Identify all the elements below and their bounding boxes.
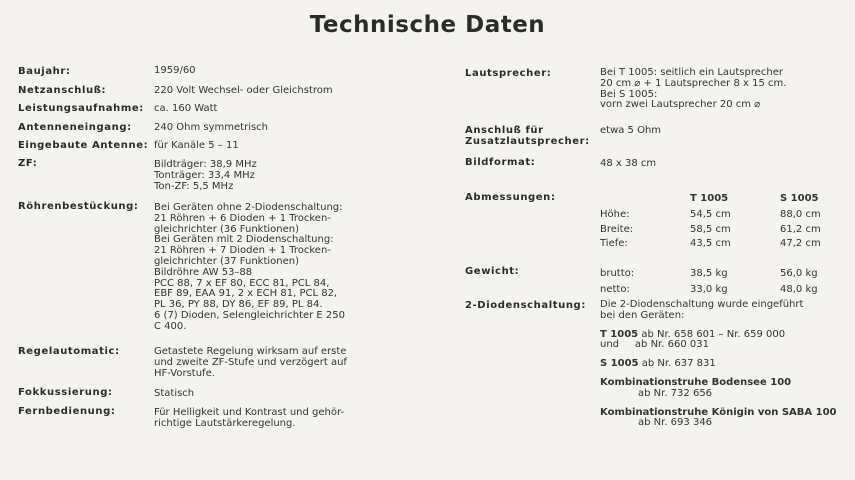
- label-eingebaute-antenne: Eingebaute Antenne:: [18, 140, 149, 151]
- label-roehrenbestueckung: Röhrenbestückung:: [18, 201, 139, 212]
- roehren-line: gleichrichter (37 Funktionen): [154, 255, 300, 267]
- gewicht-row-name: brutto:: [600, 268, 635, 279]
- regel-line: und zweite ZF-Stufe und verzögert auf: [154, 356, 347, 368]
- zf-line: Tonträger: 33,4 MHz: [154, 169, 255, 181]
- page-title: Technische Daten: [309, 12, 546, 38]
- gewicht-row-t: 33,0 kg: [690, 284, 728, 295]
- s1005-range: ab Nr. 637 831: [638, 358, 716, 370]
- label-netzanschluss: Netzanschluß:: [18, 85, 107, 96]
- s1005-model: S 1005: [600, 358, 639, 370]
- roehren-line: PL 36, PY 88, DY 86, EF 89, PL 84.: [154, 299, 323, 311]
- label-leistungsaufnahme: Leistungsaufnahme:: [18, 103, 144, 114]
- label-anschluss: [465, 125, 590, 147]
- abmessungen-table: [600, 191, 840, 253]
- t1005-range: ab Nr. 658 601 – Nr. 659 000: [638, 328, 786, 340]
- regel-line: Getastete Regelung wirksam auf erste: [154, 346, 347, 357]
- value-fernbedienung: [154, 408, 344, 430]
- value-fokkussierung: Statisch: [154, 388, 195, 399]
- roehren-line: gleichrichter (36 Funktionen): [154, 223, 300, 235]
- value-roehrenbestueckung: [154, 203, 345, 333]
- dim-row-t: 54,5 cm: [690, 209, 731, 220]
- roehren-line: Bei Geräten ohne 2-Diodenschaltung:: [154, 202, 343, 213]
- roehren-line: Bei Geräten mit 2 Diodenschaltung:: [154, 234, 334, 246]
- dim-row-name: Höhe:: [600, 209, 630, 220]
- label-zf: ZF:: [18, 158, 38, 169]
- gewicht-row-s: 48,0 kg: [780, 284, 818, 295]
- roehren-line: C 400.: [154, 320, 187, 332]
- roehren-line: 21 Röhren + 6 Dioden + 1 Trocken-: [154, 212, 331, 224]
- roehren-line: Bildröhre AW 53–88: [154, 266, 253, 278]
- col-header-s1005: S 1005: [780, 193, 819, 204]
- label-antenneneingang: Antenneneingang:: [18, 122, 132, 133]
- gewicht-row-t: 38,5 kg: [690, 268, 728, 279]
- label-2-diodenschaltung: 2-Diodenschaltung:: [465, 300, 586, 311]
- dim-row-t: 58,5 cm: [690, 224, 731, 235]
- label-regelautomatic: Regelautomatic:: [18, 346, 120, 357]
- zf-line: Bildträger: 38,9 MHz: [154, 159, 257, 170]
- value-bildformat: 48 x 38 cm: [600, 158, 657, 169]
- dioden-intro-line: bei den Geräten:: [600, 309, 685, 321]
- dim-row-t: 43,5 cm: [690, 238, 731, 249]
- gewicht-table: [600, 266, 840, 298]
- value-regelautomatic: [154, 347, 347, 379]
- gewicht-row-name: netto:: [600, 284, 630, 295]
- col-header-t1005: T 1005: [690, 193, 729, 204]
- label-abmessungen: Abmessungen:: [465, 192, 556, 203]
- lautsprecher-line: Bei S 1005:: [600, 88, 658, 100]
- kombi-bodensee-nr: ab Nr. 732 656: [638, 387, 713, 399]
- value-baujahr: 1959/60: [154, 65, 196, 76]
- label-fokkussierung: Fokkussierung:: [18, 387, 113, 398]
- label-bildformat: Bildformat:: [465, 157, 536, 168]
- value-leistungsaufnahme: ca. 160 Watt: [154, 103, 218, 114]
- value-netzanschluss: 220 Volt Wechsel- oder Gleichstrom: [154, 85, 333, 96]
- label-baujahr: Baujahr:: [18, 66, 71, 77]
- dioden-intro-line: Die 2-Diodenschaltung wurde eingeführt: [600, 299, 804, 310]
- anschluss-label-line: Zusatzlautsprecher:: [465, 136, 590, 147]
- kombi-koenigin-nr: ab Nr. 693 346: [638, 417, 713, 429]
- roehren-line: EBF 89, EAA 91, 2 x ECH 81, PCL 82,: [154, 288, 338, 300]
- t1005-model: T 1005: [600, 328, 639, 340]
- fern-line: richtige Lautstärkeregelung.: [154, 417, 296, 429]
- regel-line: HF-Vorstufe.: [154, 367, 215, 379]
- value-antenneneingang: 240 Ohm symmetrisch: [154, 122, 269, 133]
- label-fernbedienung: Fernbedienung:: [18, 406, 116, 417]
- kombi-koenigin: Kombinationstruhe Königin von SABA 100: [600, 406, 837, 418]
- dim-row-s: 47,2 cm: [780, 238, 821, 249]
- roehren-line: 6 (7) Dioden, Selengleichrichter E 250: [154, 309, 346, 321]
- label-lautsprecher: Lautsprecher:: [465, 68, 552, 79]
- gewicht-row-s: 56,0 kg: [780, 268, 818, 279]
- value-eingebaute-antenne: für Kanäle 5 – 11: [154, 140, 239, 151]
- lautsprecher-line: 20 cm ⌀ + 1 Lautsprecher 8 x 15 cm.: [600, 77, 787, 89]
- roehren-line: PCC 88, 7 x EF 80, ECC 81, PCL 84,: [154, 277, 330, 289]
- dim-row-name: Breite:: [600, 224, 634, 235]
- label-gewicht: Gewicht:: [465, 266, 520, 277]
- dim-row-name: Tiefe:: [600, 238, 628, 249]
- dioden-s1005-line: [600, 359, 837, 370]
- dim-row-s: 61,2 cm: [780, 224, 821, 235]
- zf-line: Ton-ZF: 5,5 MHz: [154, 180, 234, 192]
- dim-row-s: 88,0 cm: [780, 209, 821, 220]
- lautsprecher-line: Bei T 1005: seitlich ein Lautsprecher: [600, 67, 783, 78]
- value-anschluss: etwa 5 Ohm: [600, 125, 662, 136]
- kombi-bodensee: Kombinationstruhe Bodensee 100: [600, 376, 792, 388]
- value-2-diodenschaltung: [600, 300, 837, 429]
- value-zf: [154, 160, 257, 192]
- fern-line: Für Helligkeit und Kontrast und gehör-: [154, 407, 345, 418]
- dioden-t1005-line2: und ab Nr. 660 031: [600, 339, 709, 351]
- lautsprecher-line: vorn zwei Lautsprecher 20 cm ⌀: [600, 99, 761, 111]
- roehren-line: 21 Röhren + 7 Dioden + 1 Trocken-: [154, 245, 331, 257]
- value-lautsprecher: [600, 68, 786, 111]
- anschluss-label-line: Anschluß für: [465, 125, 544, 136]
